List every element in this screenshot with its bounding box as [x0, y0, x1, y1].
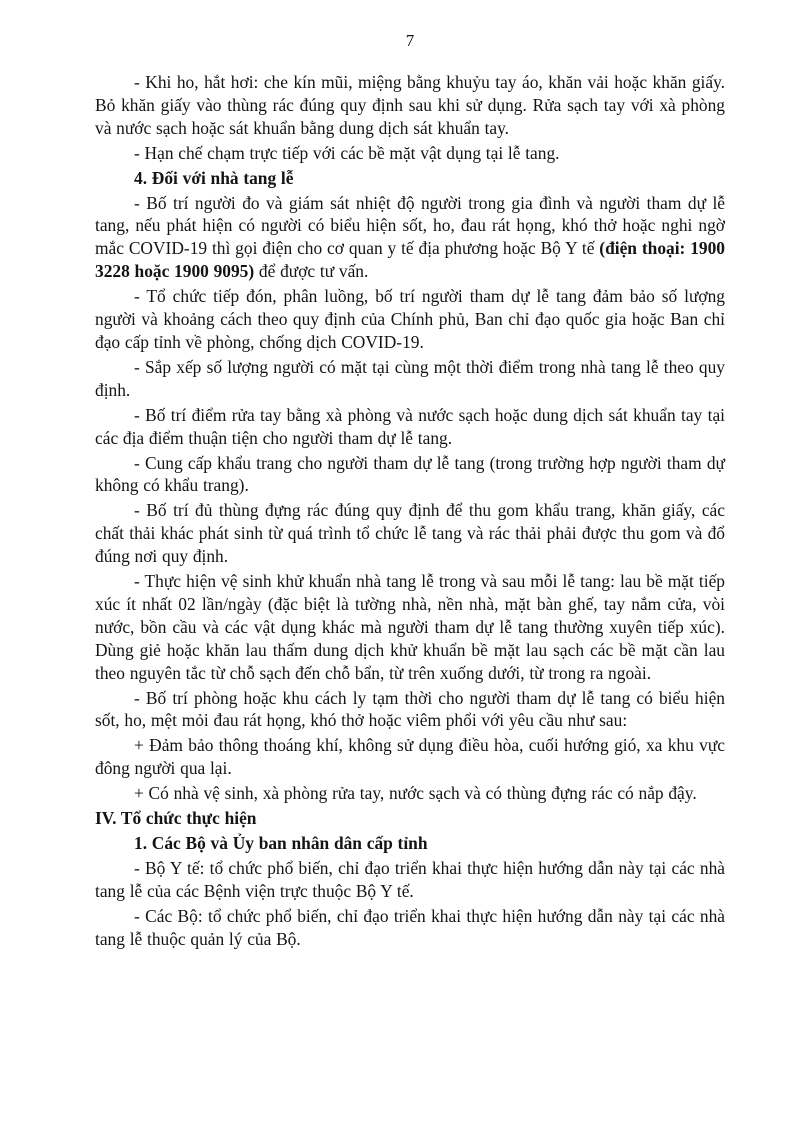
page-content	[95, 31, 725, 951]
paragraph-sanitation-requirement: + Có nhà vệ sinh, xà phòng rửa tay, nước sạch và có thùng đựng rác có nắp đậy.	[134, 783, 697, 804]
paragraph-isolation-room: - Bố trí phòng hoặc khu cách ly tạm thời cho người tham dự lễ tang có biểu hiện sốt, ho, mệt mỏi đau rát họng, khó thở hoặc viêm phổi với yêu cầu như sau:	[95, 687, 725, 731]
paragraph-text-post: để được tư vấn.	[254, 261, 369, 282]
page-number: 7	[405, 31, 415, 50]
paragraph-reception-flow: - Tổ chức tiếp đón, phân luồng, bố trí người tham dự lễ tang đảm bảo số lượng người và khoảng cách theo quy định của Chính phủ, Ban chỉ đạo quốc gia hoặc Ban chỉ đạo cấp tỉnh về phòng, chống dịch COVID-19.	[95, 286, 725, 352]
section-heading-iv-implementation: IV. Tổ chức thực hiện	[95, 808, 257, 829]
paragraph-handwashing-points: - Bố trí điểm rửa tay bằng xà phòng và nước sạch hoặc dung dịch sát khuẩn tay tại các địa điểm thuận tiện cho người tham dự lễ tang.	[95, 404, 725, 448]
section-heading-4-funeral-home: 4. Đối với nhà tang lễ	[134, 167, 294, 188]
paragraph-ministry-of-health: - Bộ Y tế: tổ chức phổ biến, chỉ đạo triển khai thực hiện hướng dẫn này tại các nhà tang lễ của các Bệnh viện trực thuộc Bộ Y tế.	[95, 857, 725, 901]
paragraph-mask-supply: - Cung cấp khẩu trang cho người tham dự lễ tang (trong trường hợp người tham dự không có khẩu trang).	[95, 452, 725, 496]
paragraph-disinfection: - Thực hiện vệ sinh khử khuẩn nhà tang lễ trong và sau mỗi lễ tang: lau bề mặt tiếp xúc ít nhất 02 lần/ngày (đặc biệt là tường nhà, nền nhà, mặt bàn ghế, tay nắm cửa, vòi nước, bồn cầu và các vật dụng khác mà người tham dự lễ tang thường xuyên tiếp xúc). Dùng giẻ hoặc khăn lau thấm dung dịch khử khuẩn bề mặt lau sạch các bề mặt cần lau theo nguyên tắc từ chỗ sạch đến chỗ bẩn, từ trên xuống dưới, từ trong ra ngoài.	[95, 571, 725, 683]
paragraph-ventilation-requirement: + Đảm bảo thông thoáng khí, không sử dụng điều hòa, cuối hướng gió, xa khu vực đông người qua lại.	[95, 735, 725, 779]
subsection-heading-1-ministries: 1. Các Bộ và Ủy ban nhân dân cấp tỉnh	[134, 833, 428, 853]
paragraph-attendee-limit: - Sắp xếp số lượng người có mặt tại cùng một thời điểm trong nhà tang lễ theo quy định.	[95, 356, 725, 400]
paragraph-hygiene-cough: - Khi ho, hắt hơi: che kín mũi, miệng bằng khuỷu tay áo, khăn vải hoặc khăn giấy. Bỏ khăn giấy vào thùng rác đúng quy định sau khi sử dụng. Rửa sạch tay với xà phòng và nước sạch hoặc sát khuẩn bằng dung dịch sát khuẩn tay.	[95, 72, 725, 138]
hotline-numbers-bold: (điện thoại: 1900 3228 hoặc 1900 9095)	[95, 238, 725, 282]
paragraph-limit-touching: - Hạn chế chạm trực tiếp với các bề mặt vật dụng tại lễ tang.	[134, 142, 560, 163]
paragraph-other-ministries: - Các Bộ: tổ chức phổ biến, chỉ đạo triển khai thực hiện hướng dẫn này tại các nhà tang lễ thuộc quản lý của Bộ.	[95, 905, 725, 949]
paragraph-text-pre: - Bố trí người đo và giám sát nhiệt độ người trong gia đình và người tham dự lễ tang, nếu phát hiện có người có biểu hiện sốt, ho, đau rát họng, khó thở hoặc nghi ngờ mắc COVID-19 thì gọi điện cho cơ quan y tế địa phương hoặc Bộ Y tế	[95, 192, 725, 259]
paragraph-temperature-monitoring	[95, 192, 725, 284]
paragraph-trash-bins: - Bố trí đủ thùng đựng rác đúng quy định để thu gom khẩu trang, khăn giấy, các chất thải khác phát sinh từ quá trình tổ chức lễ tang và rác thải phải được thu gom và đổ đúng nơi quy định.	[95, 500, 725, 567]
